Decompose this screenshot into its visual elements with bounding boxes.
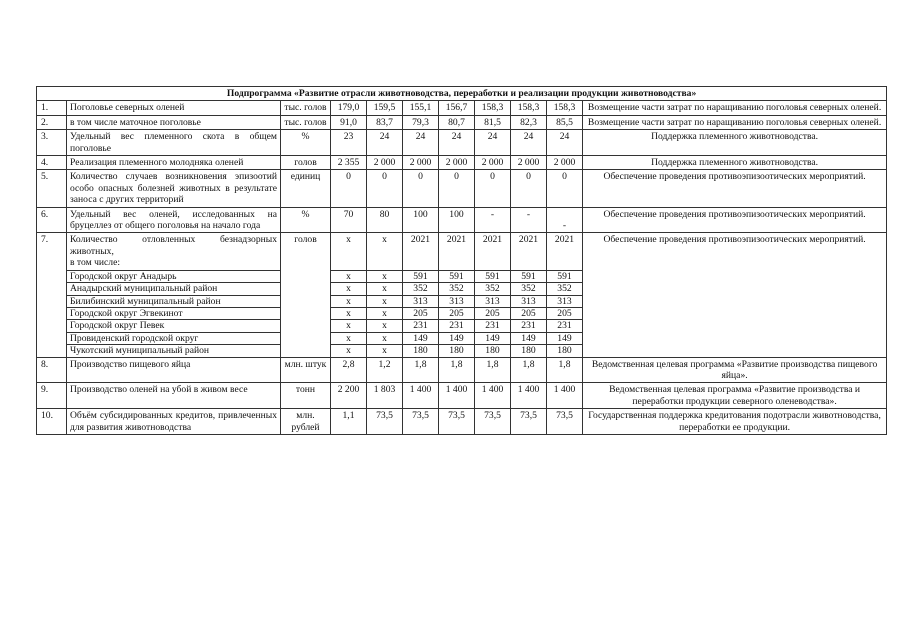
note-cell: Поддержка племенного животноводства. [583, 156, 887, 170]
value-cell: 24 [511, 130, 547, 156]
district-name: Чукотский муниципальный район [67, 345, 281, 357]
value-cell: 2021 [475, 233, 511, 270]
value-cell: 91,0 [331, 115, 367, 129]
value-cell: 1 400 [475, 383, 511, 409]
unit-cell: млн. рублей [281, 409, 331, 435]
unit-cell: % [281, 130, 331, 156]
value-cell: х [331, 270, 367, 282]
value-cell: 1,8 [511, 357, 547, 383]
value-cell: 231 [547, 320, 583, 332]
note-cell: Поддержка племенного животноводства. [583, 130, 887, 156]
note-cell: Обеспечение проведения противоэпизоотических мероприятий. [583, 170, 887, 207]
value-cell: 149 [511, 332, 547, 344]
value-cell: 2021 [547, 233, 583, 270]
table-row [37, 207, 887, 233]
value-cell: 85,5 [547, 115, 583, 129]
value-cell: 1,8 [439, 357, 475, 383]
table-row [37, 233, 887, 270]
value-cell: х [331, 345, 367, 357]
district-name: Городской округ Певек [67, 320, 281, 332]
value-cell: 80,7 [439, 115, 475, 129]
value-cell: 313 [403, 295, 439, 307]
note-cell: Государственная поддержка кредитования подотрасли животноводства, переработки ее продукции. [583, 409, 887, 435]
value-cell: 2 000 [403, 156, 439, 170]
subprogram-title: Подпрограмма «Развитие отрасли животноводства, переработки и реализации продукции животноводства» [37, 87, 887, 101]
value-cell: 0 [331, 170, 367, 207]
indicator-name: Количество случаев возникновения эпизоотий особо опасных болезней животных в результате заноса с других территорий [67, 170, 281, 207]
indicator-name: Производство пищевого яйца [67, 357, 281, 383]
value-cell: 1,8 [475, 357, 511, 383]
unit-cell: млн. штук [281, 357, 331, 383]
district-name: Билибинский муниципальный район [67, 295, 281, 307]
unit-cell: голов [281, 156, 331, 170]
value-cell: 591 [403, 270, 439, 282]
value-cell: 205 [511, 307, 547, 319]
district-name: Анадырский муниципальный район [67, 283, 281, 295]
value-cell: 2 200 [331, 383, 367, 409]
value-cell: х [331, 295, 367, 307]
indicator-name: в том числе маточное поголовье [67, 115, 281, 129]
value-cell: 352 [403, 283, 439, 295]
value-cell: 0 [439, 170, 475, 207]
value-cell: 352 [475, 283, 511, 295]
value-cell: 179,0 [331, 101, 367, 115]
value-cell: 1 400 [403, 383, 439, 409]
value-cell: 2021 [403, 233, 439, 270]
value-cell: 80 [367, 207, 403, 233]
row-number: 9. [37, 383, 67, 409]
value-cell: 70 [331, 207, 367, 233]
value-cell: - [475, 207, 511, 233]
note-cell: Ведомственная целевая программа «Развитие производства пищевого яйца». [583, 357, 887, 383]
value-cell: 352 [547, 283, 583, 295]
row-number: 4. [37, 156, 67, 170]
value-cell: 149 [439, 332, 475, 344]
value-cell: 591 [547, 270, 583, 282]
row-number: 5. [37, 170, 67, 207]
value-cell: 24 [475, 130, 511, 156]
value-cell: 73,5 [403, 409, 439, 435]
table-row [37, 156, 887, 170]
value-cell: 180 [475, 345, 511, 357]
value-cell: 2 000 [511, 156, 547, 170]
value-cell: 73,5 [475, 409, 511, 435]
value-cell: х [331, 283, 367, 295]
value-cell: 591 [475, 270, 511, 282]
value-cell: 231 [475, 320, 511, 332]
value-cell: х [331, 332, 367, 344]
value-cell: 155,1 [403, 101, 439, 115]
value-cell: 158,3 [547, 101, 583, 115]
row-number: 1. [37, 101, 67, 115]
value-cell: 0 [367, 170, 403, 207]
row-number: 7. [37, 233, 67, 357]
value-cell: 79,3 [403, 115, 439, 129]
value-cell: 81,5 [475, 115, 511, 129]
value-cell: 313 [475, 295, 511, 307]
table-row [37, 409, 887, 435]
value-cell: х [367, 270, 403, 282]
value-cell: х [367, 332, 403, 344]
value-cell: 1 400 [547, 383, 583, 409]
value-cell: 205 [403, 307, 439, 319]
value-cell: 1,8 [403, 357, 439, 383]
value-cell: 313 [547, 295, 583, 307]
value-cell: 231 [511, 320, 547, 332]
value-cell: 313 [439, 295, 475, 307]
value-cell: 205 [547, 307, 583, 319]
unit-cell: тыс. голов [281, 115, 331, 129]
value-cell: х [367, 307, 403, 319]
value-cell: 149 [403, 332, 439, 344]
district-name: Городской округ Анадырь [67, 270, 281, 282]
value-cell: 180 [511, 345, 547, 357]
table-row [37, 101, 887, 115]
value-cell: 180 [439, 345, 475, 357]
value-cell: 352 [511, 283, 547, 295]
value-cell: 158,3 [475, 101, 511, 115]
district-name: Провиденский городской округ [67, 332, 281, 344]
value-cell: 231 [403, 320, 439, 332]
row-number: 8. [37, 357, 67, 383]
value-cell: 0 [403, 170, 439, 207]
value-cell: 100 [403, 207, 439, 233]
row-number: 2. [37, 115, 67, 129]
value-cell: 73,5 [439, 409, 475, 435]
indicator-name: Производство оленей на убой в живом весе [67, 383, 281, 409]
value-cell: 2 355 [331, 156, 367, 170]
indicator-name: Объём субсидированных кредитов, привлеченных для развития животноводства [67, 409, 281, 435]
value-cell: 0 [511, 170, 547, 207]
value-cell: 23 [331, 130, 367, 156]
value-cell: х [367, 320, 403, 332]
value-cell: х [367, 295, 403, 307]
indicator-name: Удельный вес оленей, исследованных на бруцеллез от общего поголовья на начало года [67, 207, 281, 233]
title-row [37, 87, 887, 101]
value-cell: 73,5 [547, 409, 583, 435]
value-cell: - [547, 207, 583, 233]
value-cell: 149 [475, 332, 511, 344]
value-cell: 231 [439, 320, 475, 332]
table-row [37, 130, 887, 156]
indicator-name: Поголовье северных оленей [67, 101, 281, 115]
value-cell: 1 803 [367, 383, 403, 409]
note-cell: Возмещение части затрат по наращиванию поголовья северных оленей. [583, 101, 887, 115]
table-row [37, 170, 887, 207]
value-cell: 2 000 [547, 156, 583, 170]
indicator-subtext: в том числе: [70, 257, 121, 269]
note-cell: Обеспечение проведения противоэпизоотических мероприятий. [583, 233, 887, 357]
note-cell: Обеспечение проведения противоэпизоотических мероприятий. [583, 207, 887, 233]
value-cell: 2 000 [439, 156, 475, 170]
value-cell: 82,3 [511, 115, 547, 129]
value-cell: 83,7 [367, 115, 403, 129]
value-cell: 2021 [511, 233, 547, 270]
value-cell: 100 [439, 207, 475, 233]
value-cell: 1,1 [331, 409, 367, 435]
note-cell: Ведомственная целевая программа «Развитие производства и переработки продукции северного оленеводства». [583, 383, 887, 409]
value-cell: 159,5 [367, 101, 403, 115]
value-cell: 1,8 [547, 357, 583, 383]
value-cell: 24 [367, 130, 403, 156]
indicator-name: Реализация племенного молодняка оленей [67, 156, 281, 170]
indicators-table [36, 86, 887, 435]
value-cell: 149 [547, 332, 583, 344]
value-cell: 2 000 [367, 156, 403, 170]
table-row [37, 357, 887, 383]
value-cell: х [331, 320, 367, 332]
value-cell: 158,3 [511, 101, 547, 115]
value-cell: 73,5 [511, 409, 547, 435]
unit-cell: тыс. голов [281, 101, 331, 115]
value-cell: 156,7 [439, 101, 475, 115]
unit-cell: % [281, 207, 331, 233]
value-cell: 591 [439, 270, 475, 282]
value-cell: х [331, 307, 367, 319]
value-cell: 2 000 [475, 156, 511, 170]
row-number: 10. [37, 409, 67, 435]
district-name: Городской округ Эгвекинот [67, 307, 281, 319]
unit-cell: тонн [281, 383, 331, 409]
note-cell: Возмещение части затрат по наращиванию поголовья северных оленей. [583, 115, 887, 129]
value-cell: 24 [439, 130, 475, 156]
indicator-text: Количество отловленных безнадзорных животных, [70, 234, 277, 257]
value-cell: х [331, 233, 367, 270]
unit-cell: единиц [281, 170, 331, 207]
table-row [37, 115, 887, 129]
value-cell: 352 [439, 283, 475, 295]
value-cell: 73,5 [367, 409, 403, 435]
value-cell: 591 [511, 270, 547, 282]
value-cell: - [511, 207, 547, 233]
value-cell: 1 400 [511, 383, 547, 409]
value-cell: 1,2 [367, 357, 403, 383]
value-cell: 180 [403, 345, 439, 357]
indicator-name: Удельный вес племенного скота в общем поголовье [67, 130, 281, 156]
value-cell: 24 [547, 130, 583, 156]
indicator-name [67, 233, 281, 270]
value-cell: 180 [547, 345, 583, 357]
value-cell: 205 [439, 307, 475, 319]
value-cell: 0 [547, 170, 583, 207]
value-cell: 2021 [439, 233, 475, 270]
row-number: 3. [37, 130, 67, 156]
value-cell: 2,8 [331, 357, 367, 383]
value-cell: 1 400 [439, 383, 475, 409]
row-number: 6. [37, 207, 67, 233]
value-cell: 0 [475, 170, 511, 207]
value-cell: х [367, 233, 403, 270]
value-cell: х [367, 283, 403, 295]
value-cell: 313 [511, 295, 547, 307]
value-cell: 205 [475, 307, 511, 319]
value-cell: х [367, 345, 403, 357]
table-row [37, 383, 887, 409]
value-cell: 24 [403, 130, 439, 156]
unit-cell: голов [281, 233, 331, 357]
